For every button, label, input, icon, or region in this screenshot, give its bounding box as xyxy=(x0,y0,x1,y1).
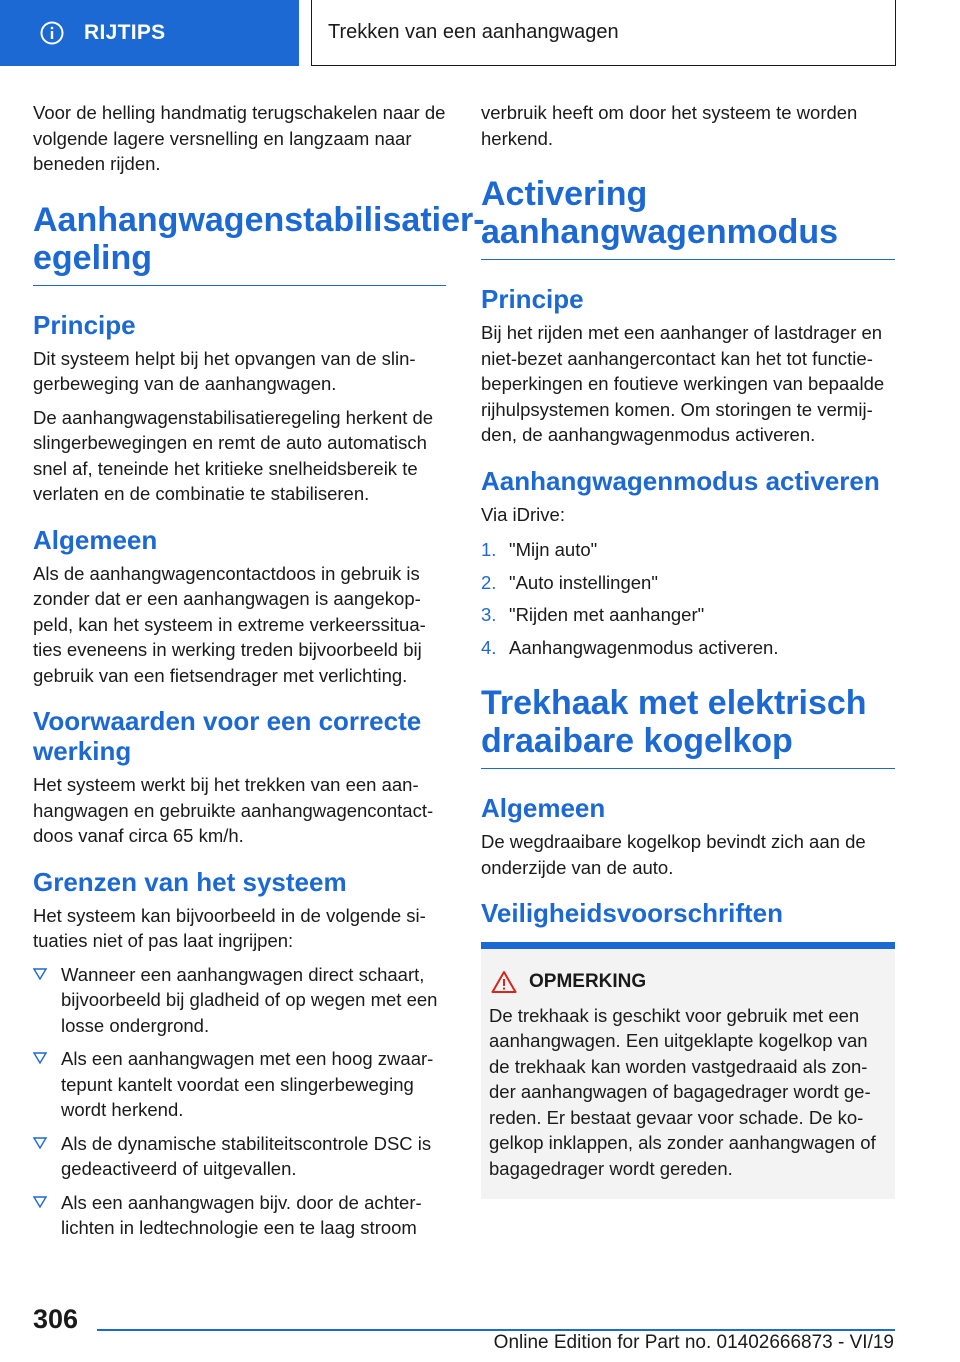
page-footer xyxy=(0,1296,960,1362)
heading-aanhangwagenstabilisatieregeling: Aanhangwagenstabilisatieregeling xyxy=(33,201,446,286)
list-item xyxy=(481,570,895,596)
list-item xyxy=(33,1190,446,1241)
list-item-text: Als een aanhangwagen met een hoog zwaartepunt kantelt voordat een slingerbeweging wordt herkend. xyxy=(61,1048,434,1120)
step-number: 2. xyxy=(481,571,497,593)
algemeen-paragraph: Als de aanhangwagencontactdoos in gebruik is zonder dat er een aanhangwagen is aangekoppeld, kan het systeem in extreme verkeerssituaties eveneens in werking treden bijvoorbeeld bij gebruik van een fietsendrager met verlichting. xyxy=(33,562,426,686)
grenzen-paragraph: Het systeem kan bijvoorbeeld in de volgende situaties niet of pas laat ingrijpen: xyxy=(33,904,426,951)
list-item xyxy=(481,635,895,661)
heading-algemeen-right: Algemeen xyxy=(481,793,606,823)
section-label: RIJTIPS xyxy=(84,21,166,44)
list-item xyxy=(33,1046,446,1123)
step-text: "Mijn auto" xyxy=(509,539,598,560)
principe-paragraph-2: De aanhangwagenstabilisatieregeling herkent de slingerbewegingen en remt de auto automatisch snel af, teneinde het kritieke snelheidsbereik te verlaten en de combinatie te stabiliseren. xyxy=(33,406,434,504)
left-column xyxy=(33,100,485,1249)
principe-paragraph-1: Dit systeem helpt bij het opvangen van de slingerbeweging van de aanhangwagen. xyxy=(33,347,416,394)
right-column xyxy=(481,100,895,1199)
list-item xyxy=(481,537,895,563)
warning-text: De trekhaak is geschikt voor gebruik met een aanhangwagen. Een uitgeklapte kogelkop van de trekhaak kan worden vastgedraaid als zonder aanhangwagen of bagagedrager wordt gereden. Er bestaat gevaar voor schade. De kogelkop inklappen, als zonder aanhangwagen of bagagedrager wordt gereden. xyxy=(489,1004,876,1179)
list-item-text: Als de dynamische stabiliteitscontrole DSC is gedeactiveerd of uitgevallen. xyxy=(61,1132,432,1179)
grenzen-list xyxy=(33,962,446,1241)
info-icon xyxy=(40,21,64,45)
heading-veiligheidsvoorschriften: Veiligheidsvoorschriften xyxy=(481,898,783,928)
page-header xyxy=(0,0,960,66)
step-number: 1. xyxy=(481,539,497,560)
warning-header xyxy=(489,969,887,995)
continuation-paragraph: verbruik heeft om door het systeem te worden herkend. xyxy=(481,102,858,149)
principe-right-paragraph: Bij het rijden met een aanhanger of lastdrager en niet-bezet aanhangercontact kan het tot functiebeperkingen en foutieve werkingen van bepaalde rijhulpsystemen komen. Om storingen te vermijden, de aanhangwagenmodus activeren. xyxy=(481,322,885,445)
warning-box xyxy=(481,942,895,1199)
triangle-bullet-icon xyxy=(33,1137,47,1149)
intro-paragraph: Voor de helling handmatig terugschakelen naar de volgende lagere versnelling en langzaam naar beneden rijden. xyxy=(33,102,446,174)
list-item xyxy=(33,962,446,1039)
heading-grenzen: Grenzen van het systeem xyxy=(33,866,347,897)
step-text: "Auto instellingen" xyxy=(509,571,658,593)
via-idrive: Via iDrive: xyxy=(481,503,565,525)
heading-principe: Principe xyxy=(33,309,136,340)
algemeen-right-paragraph: De wegdraaibare kogelkop bevindt zich aan de onderzijde van de auto. xyxy=(481,831,866,878)
section-tab xyxy=(0,0,299,66)
heading-voorwaarden: Voorwaarden voor een correcte werking xyxy=(33,706,422,766)
voorwaarden-paragraph: Het systeem werkt bij het trekken van een aanhangwagen en gebruikte aanhangwagencontactdoos vanaf circa 65 km/h. xyxy=(33,774,434,846)
warning-triangle-icon xyxy=(491,970,517,994)
heading-aanhangwagenmodus-activeren: Aanhangwagenmodus activeren xyxy=(481,465,880,496)
list-item-text: Wanneer een aanhangwagen direct schaart, bijvoorbeeld bij gladheid of op wegen met een losse ondergrond. xyxy=(61,963,438,1036)
list-item xyxy=(481,602,895,628)
page-number: 306 xyxy=(33,1304,79,1334)
footer-divider xyxy=(97,1329,895,1331)
steps-list xyxy=(481,537,895,660)
triangle-bullet-icon xyxy=(33,1052,47,1064)
list-item xyxy=(33,1131,446,1182)
step-number: 3. xyxy=(481,604,497,625)
step-text: Aanhangwagenmodus activeren. xyxy=(509,636,779,658)
edition-text: Online Edition for Part no. 01402666873 - VI/19 xyxy=(493,1332,894,1353)
triangle-bullet-icon xyxy=(33,968,47,980)
step-text: "Rijden met aanhanger" xyxy=(509,604,705,625)
heading-activering-aanhangwagenmodus: Activering aanhangwagenmodus xyxy=(481,175,895,260)
triangle-bullet-icon xyxy=(33,1196,47,1208)
step-number: 4. xyxy=(481,636,497,658)
heading-principe-right: Principe xyxy=(481,284,584,314)
list-item-text: Als een aanhangwagen bijv. door de achterlichten in ledtechnologie een te laag stroom xyxy=(61,1191,422,1238)
heading-algemeen: Algemeen xyxy=(33,524,158,555)
heading-trekhaak: Trekhaak met elektrisch draaibare kogelkop xyxy=(481,684,895,769)
warning-label: OPMERKING xyxy=(529,971,647,992)
page-title: Trekken van een aanhangwagen xyxy=(311,0,896,66)
